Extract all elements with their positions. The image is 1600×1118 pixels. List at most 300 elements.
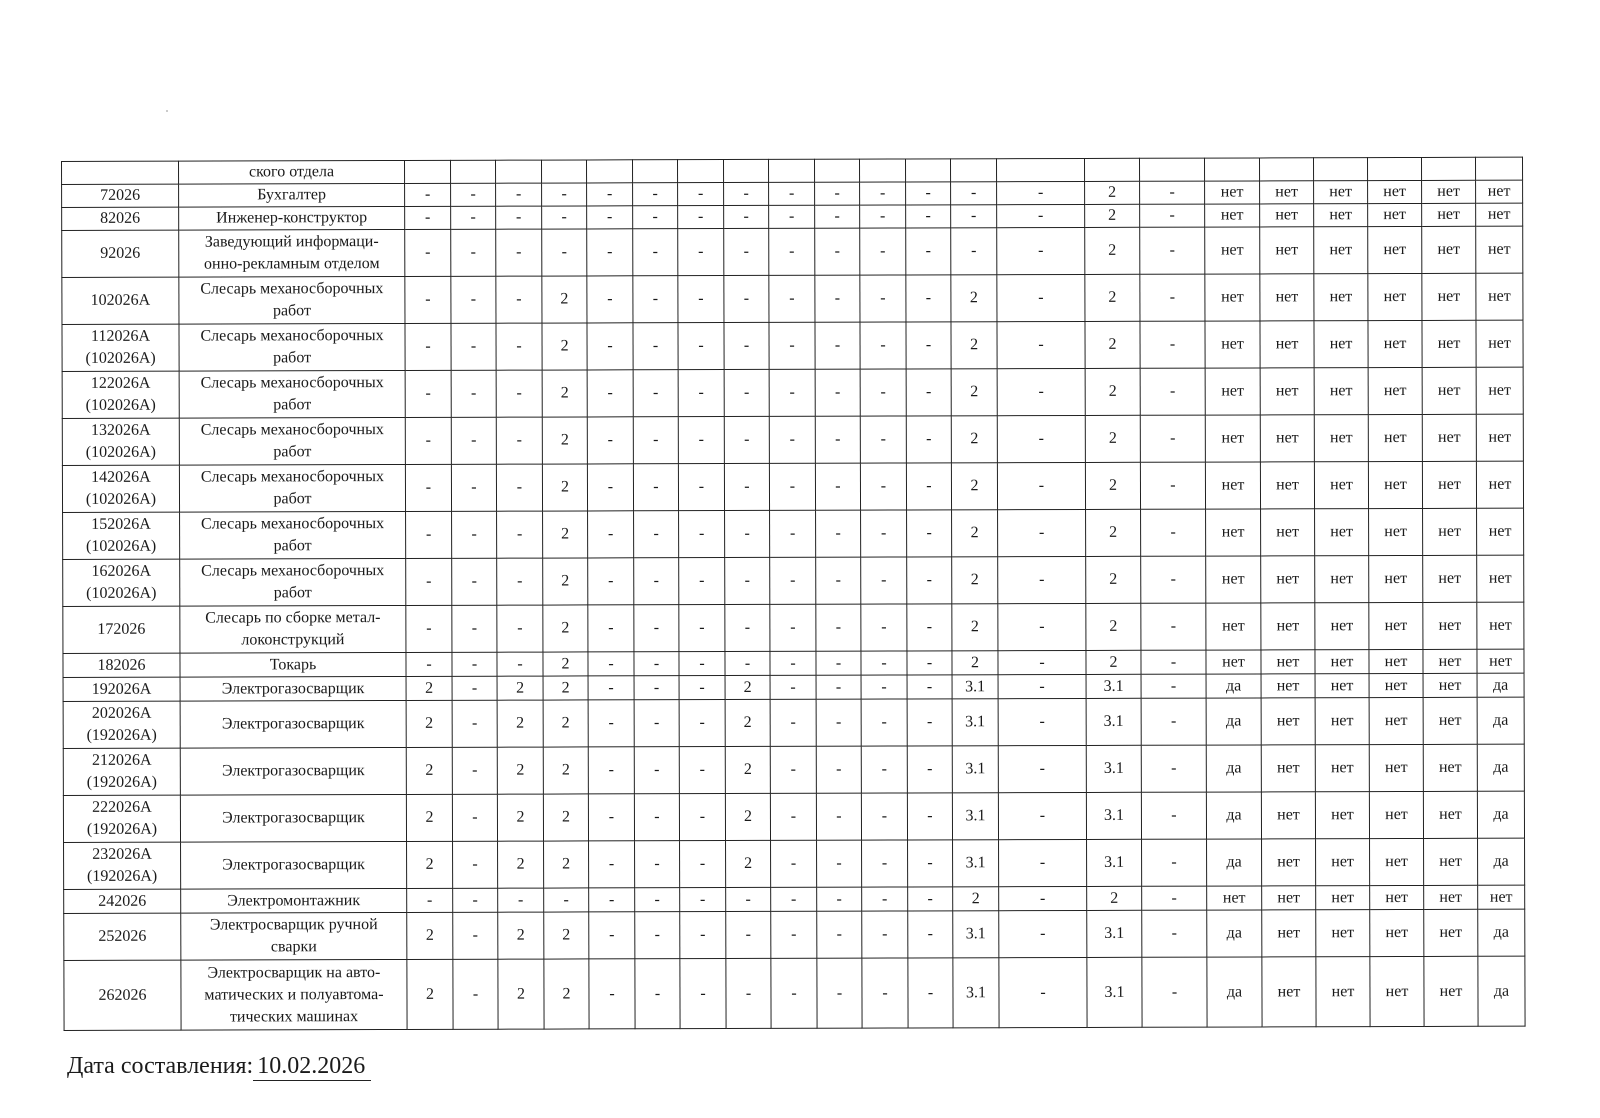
factor-value-cell: - [451, 229, 496, 276]
factor-value-cell [495, 160, 541, 183]
factor-value-cell: нет [1207, 886, 1262, 910]
factor-value-cell: нет [1422, 320, 1476, 367]
profession-cell: ского отдела [179, 160, 405, 184]
factor-value-cell: - [906, 205, 951, 228]
factor-value-cell: нет [1368, 180, 1422, 203]
factor-value-cell: 3.1 [953, 840, 999, 887]
factor-value-cell: - [634, 511, 679, 558]
profession-cell: Электрогазосварщик [180, 700, 406, 748]
factor-value-cell: - [635, 841, 680, 888]
profession-cell: Электрогазосварщик [180, 747, 406, 795]
factor-value-cell: нет [1368, 414, 1422, 461]
factor-value-cell: нет [1424, 956, 1478, 1026]
factor-value-cell: - [769, 416, 815, 463]
factor-value-cell: - [816, 557, 861, 604]
factor-value-cell: - [998, 650, 1086, 674]
factor-value-cell: нет [1260, 321, 1314, 368]
factor-value-cell: нет [1206, 509, 1261, 556]
factor-value-cell: - [587, 323, 633, 370]
factor-value-cell: - [724, 322, 769, 369]
table-row [62, 414, 1523, 465]
factor-value-cell: - [407, 888, 453, 912]
factor-value-cell: - [406, 558, 452, 605]
factor-value-cell [723, 159, 768, 182]
factor-value-cell: да [1206, 745, 1261, 792]
profession-cell: Слесарь механосборочных работ [179, 323, 405, 371]
factor-value-cell: 2 [406, 700, 452, 747]
factor-value-cell: - [997, 415, 1085, 462]
factor-value-cell: - [999, 839, 1087, 886]
workplace-code-cell: 72026 [62, 184, 179, 207]
factor-value-cell: нет [1205, 368, 1260, 415]
factor-value-cell: - [678, 206, 724, 229]
factor-value-cell: - [1141, 603, 1206, 650]
factor-value-cell: - [452, 558, 497, 605]
factor-value-cell [859, 159, 905, 182]
factor-value-cell: - [771, 887, 817, 911]
factor-value-cell: - [496, 276, 542, 323]
factor-value-cell: 2 [498, 912, 544, 959]
factor-value-cell: - [633, 370, 678, 417]
factor-value-cell: - [1140, 321, 1205, 368]
factor-value-cell: 2 [543, 747, 588, 794]
factor-value-cell: - [816, 699, 861, 746]
factor-value-cell: да [1477, 791, 1524, 838]
factor-value-cell: 2 [542, 323, 587, 370]
factor-value-cell: - [633, 417, 678, 464]
factor-value-cell: нет [1314, 368, 1368, 415]
factor-value-cell: нет [1262, 910, 1316, 957]
workplace-code-cell: 132026А (102026А) [62, 418, 179, 465]
factor-value-cell: нет [1261, 698, 1315, 745]
factor-value-cell: - [815, 228, 860, 275]
workplace-code-cell: 232026А (192026А) [64, 842, 181, 889]
factor-value-cell: - [906, 228, 951, 275]
factor-value-cell: - [679, 747, 725, 794]
workplace-code-cell: 142026А (102026А) [62, 465, 179, 512]
factor-value-cell: - [725, 557, 770, 604]
factor-value-cell: 3.1 [952, 793, 998, 840]
factor-value-cell: нет [1205, 274, 1260, 321]
factor-value-cell: нет [1423, 791, 1477, 838]
factor-value-cell: 2 [497, 676, 543, 700]
factor-value-cell: нет [1369, 697, 1423, 744]
factor-value-cell: - [906, 369, 951, 416]
factor-value-cell: 3.1 [952, 746, 998, 793]
factor-value-cell: 2 [1085, 274, 1140, 321]
workplace-code-cell: 122026А (102026А) [62, 371, 179, 418]
factor-value-cell: нет [1315, 509, 1369, 556]
factor-value-cell [1204, 158, 1259, 181]
factor-value-cell: - [588, 558, 634, 605]
factor-value-cell: нет [1260, 274, 1314, 321]
workplace-code-cell: 212026А (192026А) [63, 748, 180, 795]
workplace-code-cell: 112026А (102026А) [62, 324, 179, 371]
factor-value-cell: нет [1368, 461, 1422, 508]
factor-value-cell: - [998, 745, 1086, 792]
factor-value-cell: - [1140, 181, 1205, 204]
factor-value-cell: - [771, 958, 817, 1028]
factor-value-cell: нет [1476, 226, 1523, 273]
factor-value-cell: - [907, 793, 952, 840]
factor-value-cell: нет [1476, 320, 1523, 367]
factor-value-cell: 2 [1087, 886, 1142, 910]
factor-value-cell: нет [1261, 509, 1315, 556]
factor-value-cell [586, 160, 632, 183]
factor-value-cell: - [451, 276, 496, 323]
factor-value-cell: - [1141, 745, 1206, 792]
profession-cell: Слесарь по сборке метал- локонструкций [180, 605, 406, 653]
factor-value-cell [996, 158, 1084, 181]
factor-value-cell: - [406, 511, 452, 558]
factor-value-cell [1084, 158, 1139, 181]
factor-value-cell: - [633, 183, 678, 206]
table-row [63, 508, 1524, 559]
factor-value-cell: - [817, 840, 862, 887]
factor-value-cell: - [997, 321, 1085, 368]
factor-value-cell [1313, 158, 1367, 181]
factor-value-cell: - [1141, 556, 1206, 603]
profession-cell: Токарь [180, 652, 406, 677]
factor-value-cell: нет [1368, 203, 1422, 226]
factor-value-cell: - [1142, 886, 1207, 910]
factor-value-cell: нет [1262, 957, 1316, 1027]
factor-value-cell: нет [1316, 839, 1370, 886]
factor-value-cell: - [816, 604, 861, 651]
factor-value-cell: - [769, 228, 815, 275]
factor-value-cell: - [861, 699, 907, 746]
factor-value-cell: - [635, 912, 680, 959]
factor-value-cell: - [997, 368, 1085, 415]
factor-value-cell: - [542, 183, 587, 206]
factor-value-cell: - [951, 205, 997, 228]
factor-value-cell: нет [1477, 555, 1524, 602]
factor-value-cell: - [451, 417, 496, 464]
table-body [62, 157, 1526, 1030]
factor-value-cell: 2 [1085, 415, 1140, 462]
factor-value-cell: нет [1424, 909, 1478, 956]
factor-value-cell: 2 [951, 369, 997, 416]
factor-value-cell: - [633, 323, 678, 370]
factor-value-cell: - [816, 746, 861, 793]
factor-value-cell: нет [1423, 673, 1477, 697]
factor-value-cell: - [724, 369, 769, 416]
factor-value-cell: - [816, 793, 861, 840]
factor-value-cell: да [1477, 673, 1524, 697]
factor-value-cell: нет [1423, 744, 1477, 791]
factor-value-cell: нет [1369, 791, 1423, 838]
factor-value-cell: нет [1370, 956, 1424, 1026]
factor-value-cell: - [496, 370, 542, 417]
factor-value-cell: нет [1316, 910, 1370, 957]
factor-value-cell: нет [1314, 321, 1368, 368]
factor-value-cell: - [405, 323, 451, 370]
factor-value-cell: нет [1314, 204, 1368, 227]
factor-value-cell: нет [1476, 367, 1523, 414]
factor-value-cell: - [587, 417, 633, 464]
factor-value-cell: - [815, 322, 860, 369]
factor-value-cell: нет [1205, 415, 1260, 462]
factor-value-cell: - [678, 464, 724, 511]
factor-value-cell: - [678, 276, 724, 323]
factor-value-cell: 3.1 [1087, 910, 1142, 957]
factor-value-cell [1421, 157, 1475, 180]
factor-value-cell: - [951, 182, 997, 205]
factor-value-cell: - [635, 959, 680, 1029]
workplace-code-cell: 102026А [62, 277, 179, 324]
factor-value-cell: нет [1260, 204, 1314, 227]
table-row [62, 320, 1523, 371]
factor-value-cell: - [497, 652, 543, 676]
factor-value-cell: - [998, 556, 1086, 603]
factor-value-cell: - [587, 276, 633, 323]
table-row [62, 226, 1523, 277]
factor-value-cell: - [724, 416, 769, 463]
factor-value-cell: нет [1205, 181, 1260, 204]
factor-value-cell: - [453, 888, 498, 912]
factor-value-cell: - [496, 323, 542, 370]
factor-value-cell: - [998, 698, 1086, 745]
factor-value-cell: нет [1314, 274, 1368, 321]
factor-value-cell: 3.1 [1087, 957, 1142, 1027]
factor-value-cell: - [726, 887, 771, 911]
factor-value-cell: - [817, 958, 862, 1028]
factor-value-cell: - [861, 651, 907, 675]
factor-value-cell: 2 [497, 794, 543, 841]
factor-value-cell: - [1141, 650, 1206, 674]
factor-value-cell: - [816, 510, 861, 557]
factor-value-cell: - [906, 275, 951, 322]
factor-value-cell: - [908, 840, 953, 887]
factor-value-cell: - [678, 417, 724, 464]
factor-value-cell: - [906, 322, 951, 369]
factor-value-cell: - [451, 183, 496, 206]
factor-value-cell: 3.1 [1086, 674, 1141, 698]
factor-value-cell: 2 [1085, 462, 1140, 509]
factor-value-cell: нет [1205, 204, 1260, 227]
factor-value-cell: - [587, 183, 633, 206]
factor-value-cell: 2 [498, 959, 544, 1029]
factor-value-cell: нет [1261, 556, 1315, 603]
factor-value-cell: - [588, 700, 634, 747]
factor-value-cell: 2 [406, 747, 452, 794]
factor-value-cell: нет [1477, 602, 1524, 649]
factor-value-cell: 2 [406, 676, 452, 700]
factor-value-cell: 2 [544, 841, 589, 888]
factor-value-cell [677, 160, 723, 183]
factor-value-cell: - [405, 229, 451, 276]
factor-value-cell: - [860, 416, 906, 463]
factor-value-cell: - [769, 369, 815, 416]
factor-value-cell: 2 [951, 416, 997, 463]
factor-value-cell: - [724, 228, 769, 275]
factor-value-cell: - [769, 463, 815, 510]
factor-value-cell: нет [1260, 181, 1314, 204]
workplace-code-cell: 222026А (192026А) [63, 795, 180, 842]
factor-value-cell: - [1140, 274, 1205, 321]
factor-value-cell: - [861, 557, 907, 604]
factor-value-cell: нет [1260, 227, 1314, 274]
factor-value-cell: 2 [542, 464, 587, 511]
workplace-code-cell: 202026А (192026А) [63, 701, 180, 748]
factor-value-cell: 2 [1086, 603, 1141, 650]
factor-value-cell: - [1142, 957, 1207, 1027]
factor-value-cell: 2 [498, 841, 544, 888]
factor-value-cell: нет [1206, 603, 1261, 650]
factor-value-cell: нет [1260, 415, 1314, 462]
factor-value-cell: да [1206, 792, 1261, 839]
factor-value-cell: - [589, 912, 635, 959]
factor-value-cell [1367, 157, 1421, 180]
factor-value-cell: нет [1369, 602, 1423, 649]
factor-value-cell: - [587, 464, 633, 511]
factor-value-cell: нет [1422, 203, 1476, 226]
factor-value-cell: 2 [1085, 227, 1140, 274]
factor-value-cell: - [907, 651, 952, 675]
factor-value-cell: - [860, 322, 906, 369]
factor-value-cell: - [997, 204, 1085, 227]
factor-value-cell: нет [1368, 367, 1422, 414]
factor-value-cell: нет [1476, 273, 1523, 320]
factor-value-cell: нет [1368, 273, 1422, 320]
factor-value-cell: - [496, 183, 542, 206]
factor-value-cell: нет [1261, 603, 1315, 650]
factor-value-cell: - [452, 511, 497, 558]
factor-value-cell: нет [1260, 368, 1314, 415]
factor-value-cell: - [999, 910, 1087, 957]
factor-value-cell: - [453, 841, 498, 888]
factor-value-cell [632, 160, 677, 183]
table-row [63, 602, 1524, 653]
factor-value-cell: - [770, 746, 816, 793]
factor-value-cell: 2 [407, 841, 453, 888]
factor-value-cell: - [588, 605, 634, 652]
factor-value-cell: - [633, 464, 678, 511]
factor-value-cell: - [862, 887, 908, 911]
profession-cell: Электрогазосварщик [180, 676, 406, 701]
factor-value-cell: 2 [725, 793, 770, 840]
factor-value-cell: нет [1370, 838, 1424, 885]
factor-value-cell: - [498, 888, 544, 912]
factor-value-cell: нет [1423, 602, 1477, 649]
factor-value-cell: нет [1424, 838, 1478, 885]
factor-value-cell: - [452, 676, 497, 700]
factor-value-cell: - [634, 605, 679, 652]
factor-value-cell [768, 159, 814, 182]
factor-value-cell: нет [1423, 649, 1477, 673]
factor-value-cell: - [589, 959, 635, 1029]
factor-value-cell: нет [1206, 556, 1261, 603]
factor-value-cell: - [998, 792, 1086, 839]
factor-value-cell: нет [1316, 886, 1370, 910]
factor-value-cell: 2 [952, 604, 998, 651]
factor-value-cell: 2 [951, 463, 997, 510]
factor-value-cell: нет [1369, 744, 1423, 791]
factor-value-cell [905, 159, 950, 182]
factor-value-cell: нет [1423, 508, 1477, 555]
factor-value-cell: - [405, 370, 451, 417]
workplace-code-cell: 172026 [63, 606, 180, 653]
factor-value-cell: 2 [1085, 368, 1140, 415]
factor-value-cell: - [589, 841, 635, 888]
factor-value-cell: 2 [543, 511, 588, 558]
factor-value-cell: нет [1260, 462, 1314, 509]
factor-value-cell: нет [1314, 227, 1368, 274]
profession-cell: Слесарь механосборочных работ [180, 558, 406, 606]
factor-value-cell: - [588, 794, 634, 841]
factor-value-cell: 2 [542, 417, 587, 464]
factor-value-cell: - [588, 676, 634, 700]
factor-value-cell: 2 [1086, 650, 1141, 674]
factor-value-cell: - [679, 605, 725, 652]
profession-cell: Электрогазосварщик [181, 841, 407, 889]
factor-value-cell: нет [1368, 320, 1422, 367]
factor-value-cell: 2 [497, 747, 543, 794]
factor-value-cell: - [588, 747, 634, 794]
factor-value-cell: - [679, 558, 725, 605]
factor-value-cell: да [1477, 744, 1524, 791]
table-row [62, 367, 1523, 418]
factor-value-cell: нет [1422, 461, 1476, 508]
profession-cell: Слесарь механосборочных работ [179, 370, 405, 418]
factor-value-cell: нет [1205, 321, 1260, 368]
factor-value-cell: - [678, 323, 724, 370]
factor-value-cell: - [997, 181, 1085, 204]
factor-value-cell: 2 [1085, 204, 1140, 227]
factor-value-cell: - [769, 322, 815, 369]
factor-value-cell: - [679, 700, 725, 747]
factor-value-cell: - [998, 603, 1086, 650]
factor-value-cell: - [860, 369, 906, 416]
factor-value-cell: - [452, 794, 497, 841]
factor-value-cell: - [679, 794, 725, 841]
factor-value-cell: - [726, 911, 771, 958]
factor-value-cell: да [1478, 838, 1525, 885]
factor-value-cell: нет [1262, 839, 1316, 886]
table-row [63, 555, 1524, 606]
factor-value-cell: - [816, 651, 861, 675]
factor-value-cell: - [587, 206, 633, 229]
factor-value-cell: - [679, 676, 725, 700]
factor-value-cell: - [589, 888, 635, 912]
factor-value-cell: - [1140, 462, 1205, 509]
factor-value-cell: - [725, 651, 770, 675]
factor-value-cell: - [406, 605, 452, 652]
factor-value-cell: нет [1205, 227, 1260, 274]
factor-value-cell: - [1140, 415, 1205, 462]
factor-value-cell: нет [1477, 508, 1524, 555]
factor-value-cell: нет [1206, 650, 1261, 674]
factor-value-cell: нет [1261, 674, 1315, 698]
factor-value-cell: 2 [952, 557, 998, 604]
factor-value-cell: нет [1478, 885, 1525, 909]
factor-value-cell: - [542, 229, 587, 276]
factor-value-cell: 3.1 [953, 958, 999, 1028]
factor-value-cell: 3.1 [952, 675, 998, 699]
factor-value-cell: - [452, 747, 497, 794]
workplace-code-cell: 182026 [63, 653, 180, 677]
factor-value-cell: - [451, 370, 496, 417]
factor-value-cell: - [907, 699, 952, 746]
compilation-date-line [67, 1052, 371, 1081]
factor-value-cell: нет [1423, 697, 1477, 744]
factor-value-cell: - [998, 674, 1086, 698]
factor-value-cell: - [815, 416, 860, 463]
factor-value-cell: 3.1 [952, 699, 998, 746]
factor-value-cell: - [633, 206, 678, 229]
factor-value-cell: - [815, 182, 860, 205]
factor-value-cell: нет [1422, 226, 1476, 273]
